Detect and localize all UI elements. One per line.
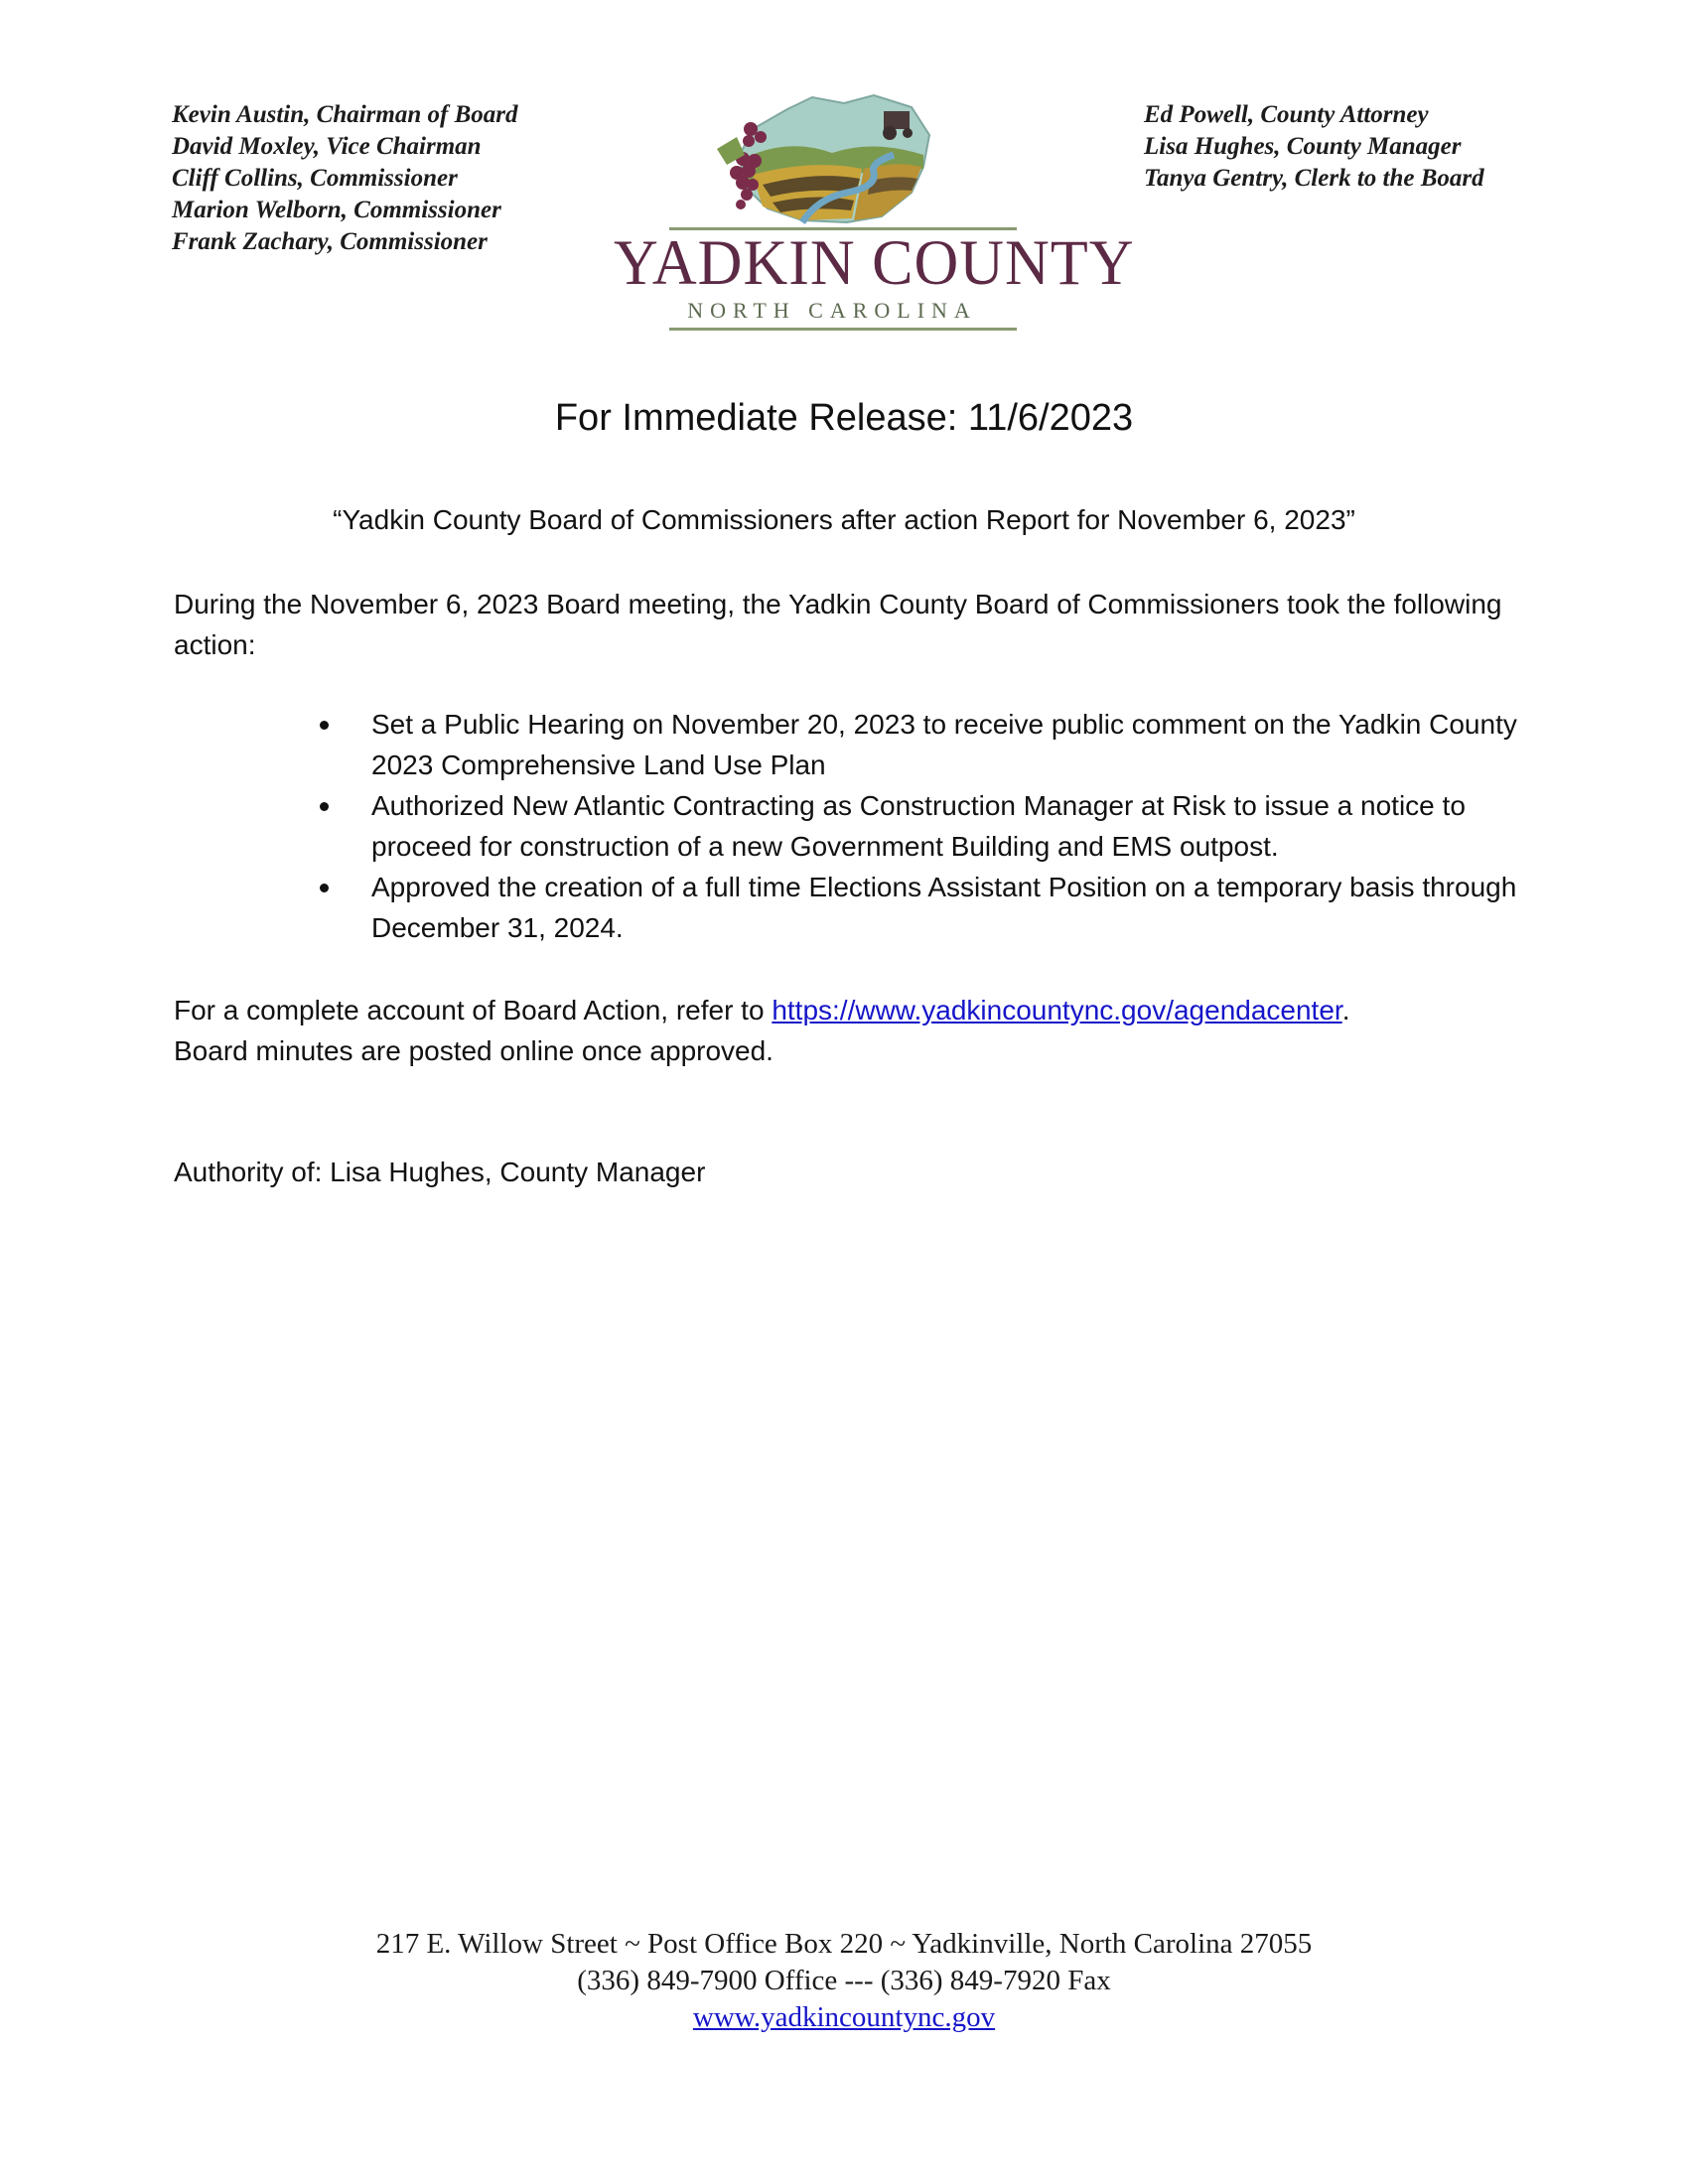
list-item	[320, 867, 1541, 948]
website-link[interactable]: www.yadkincountync.gov	[692, 2001, 996, 2033]
release-title: For Immediate Release: 11/6/2023	[554, 397, 1134, 439]
list-item	[320, 704, 1541, 785]
complete-suffix: .	[1341, 995, 1350, 1025]
logo-wordmark: YADKIN COUNTY	[614, 227, 1135, 299]
action-list	[320, 704, 1541, 948]
report-title: “Yadkin County Board of Commissioners after action Report for November 6, 2023”	[333, 504, 1355, 535]
official-name: Marion Welborn, Commissioner	[172, 197, 501, 223]
official-name: David Moxley, Vice Chairman	[172, 133, 482, 160]
minutes-note: Board minutes are posted online once approved.	[174, 1035, 774, 1066]
commissioners-list	[172, 99, 517, 258]
official-name: Frank Zachary, Commissioner	[172, 228, 488, 255]
logo-subtitle: NORTH CAROLINA	[687, 298, 977, 323]
authority-line: Authority of: Lisa Hughes, County Manager	[174, 1157, 706, 1187]
official-name: Tanya Gentry, Clerk to the Board	[1144, 165, 1484, 192]
official-name: Ed Powell, County Attorney	[1144, 101, 1429, 128]
official-name: Lisa Hughes, County Manager	[1144, 133, 1462, 160]
official-name: Cliff Collins, Commissioner	[172, 165, 458, 192]
bullet-icon	[320, 721, 329, 730]
bullet-icon	[320, 884, 329, 892]
agenda-center-link[interactable]: https://www.yadkincountync.gov/agendacenter	[772, 995, 1342, 1025]
action-text: Authorized New Atlantic Contracting as Construction Manager at Risk to issue a notice to proceed for construction of a new Government Building and EMS outpost.	[371, 790, 1466, 862]
footer	[0, 1926, 1688, 2036]
board-action-paragraph	[174, 990, 1564, 1071]
bullet-icon	[320, 802, 329, 811]
list-item	[320, 785, 1541, 867]
official-name: Kevin Austin, Chairman of Board	[172, 101, 518, 128]
intro-paragraph: During the November 6, 2023 Board meeting, the Yadkin County Board of Commissioners took the following action:	[174, 589, 1502, 660]
county-logo	[614, 89, 1135, 342]
action-text: Set a Public Hearing on November 20, 2023 to receive public comment on the Yadkin County 2023 Comprehensive Land Use Plan	[371, 709, 1517, 780]
staff-list	[1144, 99, 1484, 195]
action-text: Approved the creation of a full time Elections Assistant Position on a temporary basis through December 31, 2024.	[371, 872, 1517, 943]
footer-address: 217 E. Willow Street ~ Post Office Box 220 ~ Yadkinville, North Carolina 27055	[375, 1928, 1313, 1960]
complete-prefix: For a complete account of Board Action, refer to	[174, 995, 773, 1025]
county-landscape-icon	[614, 89, 1051, 228]
logo-bottom-rule	[669, 328, 1017, 331]
footer-phone: (336) 849-7900 Office --- (336) 849-7920 Fax	[577, 1965, 1111, 1996]
